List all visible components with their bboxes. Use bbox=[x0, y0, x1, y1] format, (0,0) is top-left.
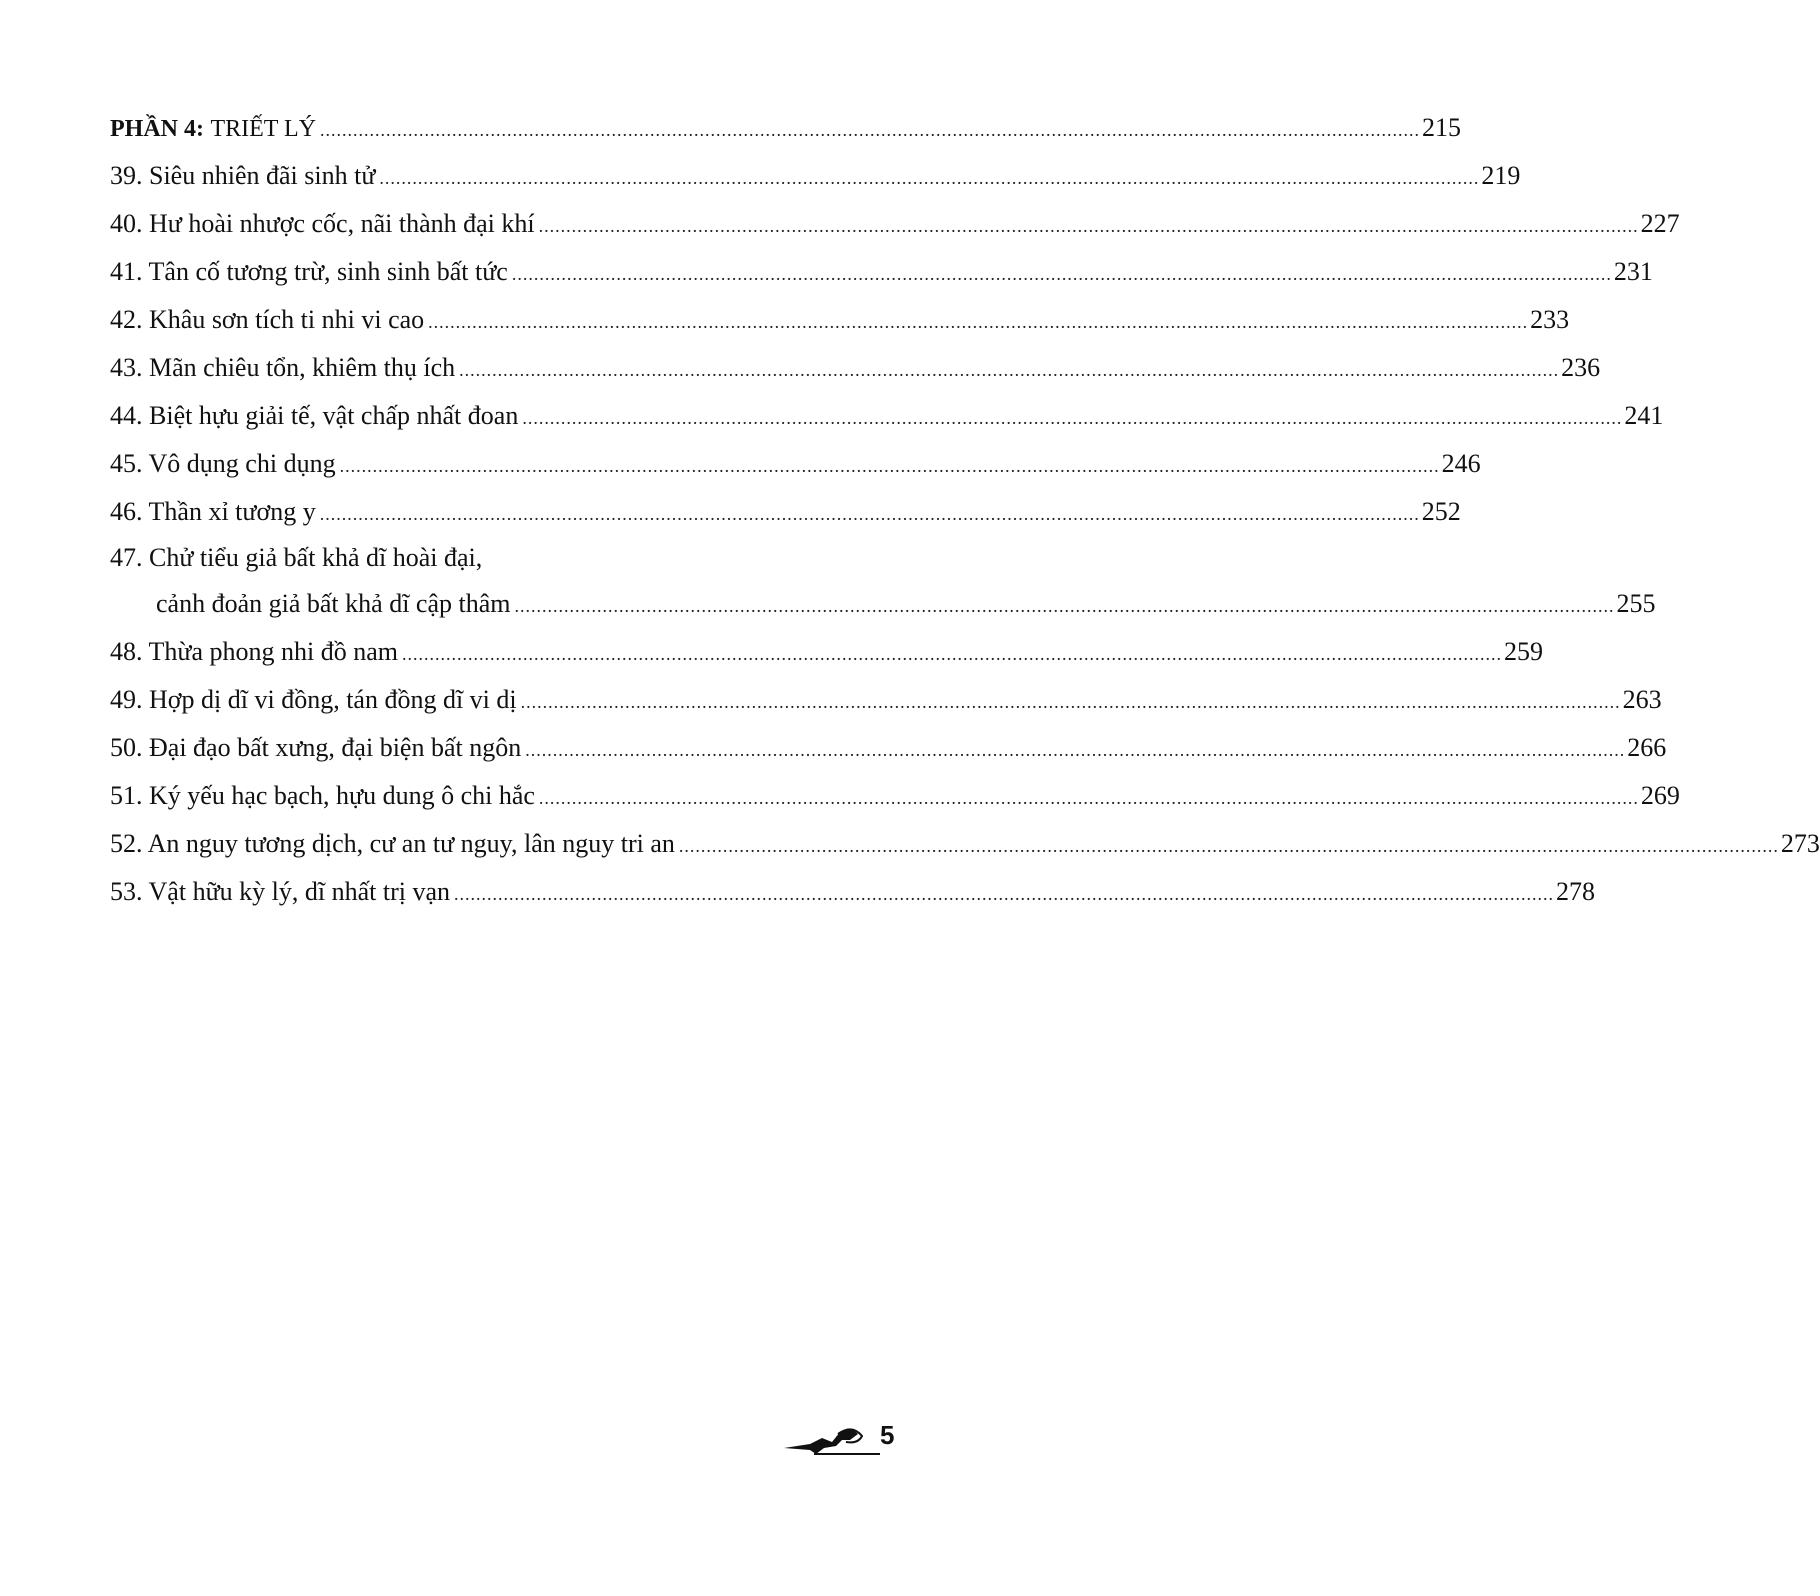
toc-entry-title: 50. Đại đạo bất xưng, đại biện bất ngôn bbox=[110, 733, 522, 762]
toc-entry-title: 51. Ký yếu hạc bạch, hựu dung ô chi hắc bbox=[110, 781, 535, 810]
crane-ornament-icon bbox=[780, 1424, 880, 1460]
leader-dots: ........................................................................................................................................................................................................ bbox=[538, 216, 1639, 236]
toc-entry-title: 42. Khâu sơn tích ti nhi vi cao bbox=[110, 305, 425, 334]
toc-entry-title: 47. Chử tiểu giả bất khả dĩ hoài đại, bbox=[110, 543, 483, 572]
toc-entry-title: 43. Mãn chiêu tổn, khiêm thụ ích bbox=[110, 353, 456, 382]
toc-page-number: 269 bbox=[1640, 781, 1680, 810]
toc-entry bbox=[110, 152, 1521, 200]
toc-entry bbox=[110, 248, 1653, 296]
toc-entry bbox=[110, 868, 1596, 916]
toc-page-number: 241 bbox=[1624, 401, 1664, 430]
toc-entry-multiline bbox=[110, 536, 1656, 628]
toc-entry-title: 40. Hư hoài nhược cốc, nãi thành đại khí bbox=[110, 209, 535, 238]
leader-dots: ........................................................................................................................................................................................................ bbox=[319, 504, 1420, 524]
toc-entry-title: 41. Tân cố tương trừ, sinh sinh bất tức bbox=[110, 257, 508, 286]
toc-entry bbox=[110, 440, 1481, 488]
toc-entry-title: 53. Vật hữu kỳ lý, dĩ nhất trị vạn bbox=[110, 877, 451, 906]
leader-dots: ........................................................................................................................................................................................................ bbox=[459, 360, 1560, 380]
toc-entry bbox=[110, 200, 1680, 248]
leader-dots: ........................................................................................................................................................................................................ bbox=[402, 644, 1503, 664]
toc-entry-title: 39. Siêu nhiên đãi sinh tử bbox=[110, 161, 376, 190]
toc-page-number: 233 bbox=[1530, 305, 1570, 334]
leader-dots: ........................................................................................................................................................................................................ bbox=[538, 788, 1639, 808]
toc-page-number: 278 bbox=[1556, 877, 1596, 906]
part-name: TRIẾT LÝ bbox=[210, 116, 317, 142]
toc-entry bbox=[110, 628, 1544, 676]
leader-dots: ........................................................................................................................................................................................................ bbox=[525, 740, 1626, 760]
part-title bbox=[110, 104, 320, 153]
toc-entry bbox=[110, 820, 1820, 868]
page-number: 5 bbox=[880, 1420, 895, 1450]
toc-page-number: 246 bbox=[1441, 449, 1481, 478]
page-footer bbox=[780, 1418, 900, 1468]
leader-dots: ........................................................................................................................................................................................................ bbox=[454, 884, 1555, 904]
toc-entry bbox=[110, 724, 1667, 772]
toc-part-heading bbox=[110, 104, 1462, 152]
part-label: PHẦN 4: bbox=[110, 116, 204, 142]
toc-entry bbox=[110, 392, 1664, 440]
leader-dots: ........................................................................................................................................................................................................ bbox=[522, 408, 1623, 428]
toc-entry bbox=[110, 676, 1662, 724]
toc-entry bbox=[110, 488, 1461, 536]
toc-entry-title: 46. Thần xỉ tương y bbox=[110, 497, 316, 526]
toc-page-number: 255 bbox=[1616, 589, 1656, 618]
toc-entry-title: 48. Thừa phong nhi đồ nam bbox=[110, 637, 399, 666]
toc-page-number: 252 bbox=[1421, 497, 1461, 526]
toc-entry-continuation: cảnh đoản giả bất khả dĩ cập thâm bbox=[156, 589, 511, 618]
leader-dots: ........................................................................................................................................................................................................ bbox=[428, 312, 1529, 332]
leader-dots: ........................................................................................................................................................................................................ bbox=[320, 120, 1421, 140]
toc-entry bbox=[110, 296, 1570, 344]
toc-page-number: 266 bbox=[1627, 733, 1667, 762]
toc-page-number: 273 bbox=[1780, 829, 1820, 858]
toc-page-number: 215 bbox=[1422, 113, 1462, 142]
toc-entry-title: 44. Biệt hựu giải tế, vật chấp nhất đoan bbox=[110, 401, 519, 430]
toc-entry-title: 52. An nguy tương dịch, cư an tư nguy, lân nguy tri an bbox=[110, 829, 675, 858]
leader-dots: ........................................................................................................................................................................................................ bbox=[678, 836, 1779, 856]
toc-page-number: 259 bbox=[1504, 637, 1544, 666]
toc-page-number: 236 bbox=[1561, 353, 1601, 382]
leader-dots: ........................................................................................................................................................................................................ bbox=[520, 692, 1621, 712]
toc-page-number: 227 bbox=[1640, 209, 1680, 238]
toc-entry-title: 49. Hợp dị dĩ vi đồng, tán đồng dĩ vi dị bbox=[110, 685, 517, 714]
toc-page-number: 263 bbox=[1622, 685, 1662, 714]
table-of-contents bbox=[110, 104, 1820, 916]
leader-dots: ........................................................................................................................................................................................................ bbox=[514, 596, 1615, 616]
leader-dots: ........................................................................................................................................................................................................ bbox=[339, 456, 1440, 476]
toc-page-number: 231 bbox=[1613, 257, 1653, 286]
leader-dots: ........................................................................................................................................................................................................ bbox=[511, 264, 1612, 284]
toc-entry-title: 45. Vô dụng chi dụng bbox=[110, 449, 336, 478]
toc-entry bbox=[110, 344, 1601, 392]
toc-page-number: 219 bbox=[1481, 161, 1521, 190]
toc-entry bbox=[110, 772, 1680, 820]
leader-dots: ........................................................................................................................................................................................................ bbox=[379, 168, 1480, 188]
toc-entry-second-line bbox=[110, 580, 1656, 628]
